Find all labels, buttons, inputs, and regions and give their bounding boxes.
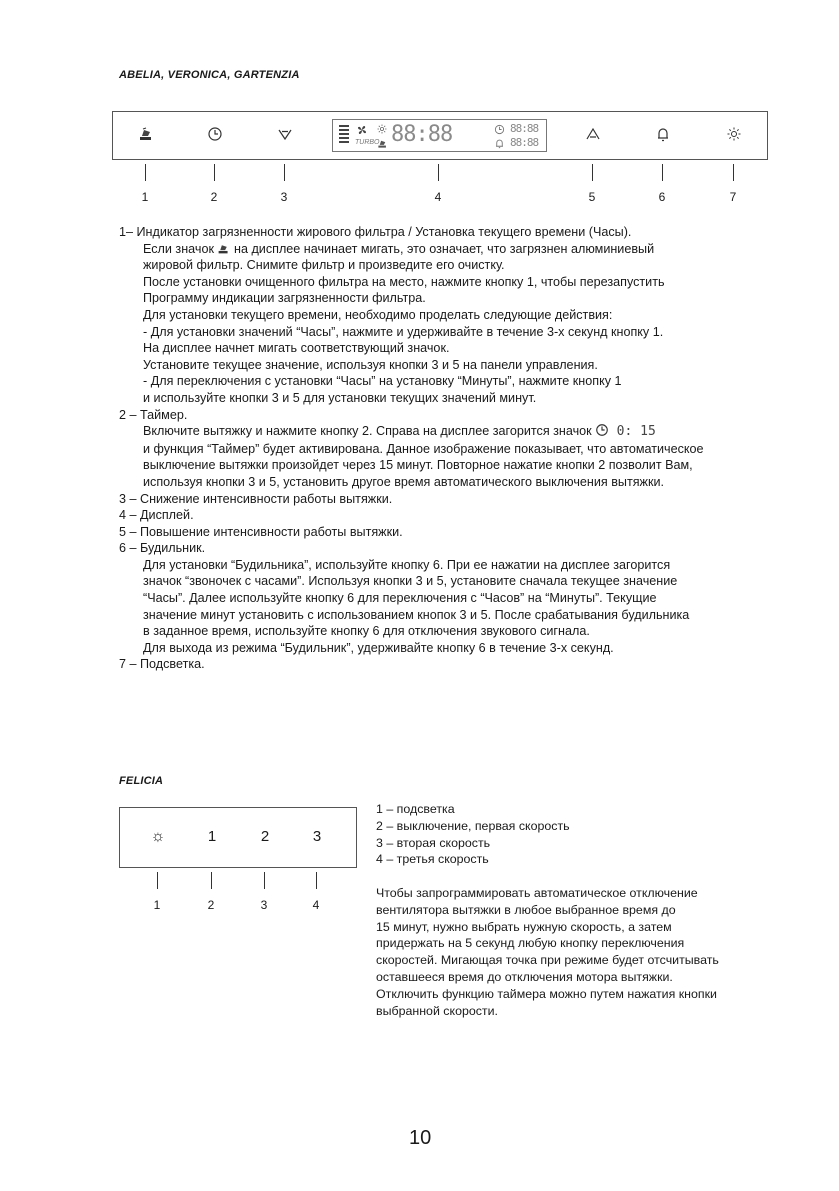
button-number-6: 6 [658,190,666,204]
legend-item: 1 – подсветка [376,802,455,816]
panel-display [332,119,547,152]
item-7: 7 – Подсветка. [119,657,205,672]
text-line: оставшееся время до отключения мотора вытяжки. [376,969,673,984]
text-line: значение минут установить с использованием кнопок 3 и 5. После срабатывания будильника [143,607,690,622]
text-fragment: на дисплее начинает мигать, это означает, что загрязнен алюминиевый [233,241,655,256]
text-line: 15 минут, нужно выбрать нужную скорость, а затем [376,919,672,934]
text-line: значок “звоночек с часами”. Используя кнопки 3 и 5, установите сначала текущее значение [143,574,678,589]
section-title-abelia: ABELIA, VERONICA, GARTENZIA [119,69,300,81]
chevron-up-icon [585,126,601,142]
leader-line-7 [733,164,734,181]
button-number-2: 2 [207,898,215,912]
legend-item: 2 – выключение, первая скорость [376,818,570,833]
text-line: вентилятора вытяжки в любое выбранное время до [376,902,676,917]
light-button[interactable] [722,126,746,145]
bell-indicator-icon [494,138,505,149]
small-digits-bottom: 88:88 [510,136,539,149]
button-number-3: 3 [280,190,288,204]
text-line: Для установки текущего времени, необходимо проделать следующие действия: [143,307,613,322]
leader-line-2 [211,872,212,889]
text-line: Чтобы запрограммировать автоматическое отключение [376,886,698,900]
alarm-button[interactable] [651,126,675,145]
clock-indicator-icon [494,124,505,135]
text-line: жировой фильтр. Снимите фильтр и произведите его очистку. [143,258,505,273]
leader-line-1 [157,872,158,889]
text-line: придержать на 5 секунд любую кнопку переключения [376,936,685,951]
light-button[interactable]: ☼ [150,828,166,845]
button-number-5: 5 [588,190,596,204]
filter-button[interactable] [134,126,158,145]
page-number: 10 [409,1127,432,1149]
text-line: Для выхода из режима “Будильник”, удерживайте кнопку 6 в течение 3-х секунд. [143,640,614,655]
text-line: 6 – Будильник. [119,541,206,556]
clock-icon [207,126,223,142]
leader-line-2 [214,164,215,181]
item-2 [119,407,779,491]
legend-item: 3 – вторая скорость [376,835,491,850]
text-line: - Для переключения с установки “Часы” на установку “Минуты”, нажмите кнопку 1 [143,374,622,389]
main-digits: 88:88 [391,122,453,147]
button-number-7: 7 [729,190,737,204]
text-line: Для установки “Будильника”, используйте кнопку 6. При ее нажатии на дисплее загорится [143,557,671,572]
light-indicator-icon [377,124,387,134]
leader-line-1 [145,164,146,181]
light-icon [726,126,742,142]
item-4: 4 – Дисплей. [119,508,194,523]
item-3: 3 – Снижение интенсивности работы вытяжки. [119,491,393,506]
text-line: выключение вытяжки произойдет через 15 минут. Повторное нажатие кнопки 2 позволит Вам, [143,458,693,473]
timer-button[interactable] [203,126,227,145]
control-panel-abelia [112,111,768,160]
text-line: выбранной скорости. [376,1003,498,1018]
text-line: скоростей. Мигающая точка при режиме будет отсчитывать [376,953,719,968]
leader-line-5 [592,164,593,181]
filter-indicator-icon [377,138,388,149]
increase-button[interactable] [581,126,605,145]
filter-icon [217,242,230,255]
text-line: и функция “Таймер” будет активирована. Данное изображение показывает, что автоматическое [143,441,704,456]
speed-1-button[interactable]: 1 [207,828,217,845]
legend-item: 4 – третья скорость [376,852,489,867]
turbo-label: TURBO [355,139,380,146]
text-line: используя кнопки 3 и 5, установить другое время автоматического выключения вытяжки. [143,474,665,489]
text-line: и используйте кнопки 3 и 5 для установки текущих значений минут. [143,390,537,405]
leader-line-4 [438,164,439,181]
chevron-down-icon [277,126,293,142]
text-line: Отключить функцию таймера можно путем нажатия кнопки [376,986,717,1001]
text-line [119,423,779,441]
button-number-2: 2 [210,190,218,204]
button-number-4: 4 [434,190,442,204]
text-line: 2 – Таймер. [119,407,188,422]
leader-line-3 [264,872,265,889]
text-line: “Часы”. Далее используйте кнопку 6 для переключения с “Часов” на “Минуты”. Текущие [143,591,657,606]
small-digits-top: 88:88 [510,122,539,135]
item-5: 5 – Повышение интенсивности работы вытяжки. [119,524,403,539]
leader-line-4 [316,872,317,889]
text-line: Установите текущее значение, используя кнопки 3 и 5 на панели управления. [143,357,598,372]
felicia-description [376,885,719,1019]
text-line: 1– Индикатор загрязненности жирового фильтра / Установка текущего времени (Часы). [119,225,632,239]
speed-bars-icon [339,125,349,145]
leader-line-6 [662,164,663,181]
text-fragment: Если значок [143,241,214,256]
text-line: Программу индикации загрязненности фильтра. [143,291,426,306]
item-6 [119,540,779,656]
text-line: На дисплее начнет мигать соответствующий значок. [143,341,450,356]
text-line: в заданное время, используйте кнопку 6 для отключения звукового сигнала. [143,624,590,639]
button-number-1: 1 [153,898,161,912]
section-title-felicia: FELICIA [119,775,164,787]
timer-digits: 0: 15 [616,424,656,440]
leader-line-3 [284,164,285,181]
button-number-4: 4 [312,898,320,912]
text-fragment: Включите вытяжку и нажмите кнопку 2. Справа на дисплее загорится значок [143,424,592,439]
felicia-legend [376,801,570,868]
fan-icon [356,124,368,136]
clock-icon [595,423,609,437]
decrease-button[interactable] [273,126,297,145]
button-number-3: 3 [260,898,268,912]
button-number-1: 1 [141,190,149,204]
text-line: - Для установки значений “Часы”, нажмите и удерживайте в течение 3-х секунд кнопку 1. [143,324,664,339]
speed-3-button[interactable]: 3 [312,828,322,845]
instructions-abelia [119,224,779,673]
item-1 [119,224,779,407]
speed-2-button[interactable]: 2 [260,828,270,845]
text-line [119,241,779,258]
control-panel-felicia [119,807,357,868]
bell-icon [655,126,671,142]
filter-icon [138,126,154,142]
text-line: После установки очищенного фильтра на место, нажмите кнопку 1, чтобы перезапустить [143,274,665,289]
